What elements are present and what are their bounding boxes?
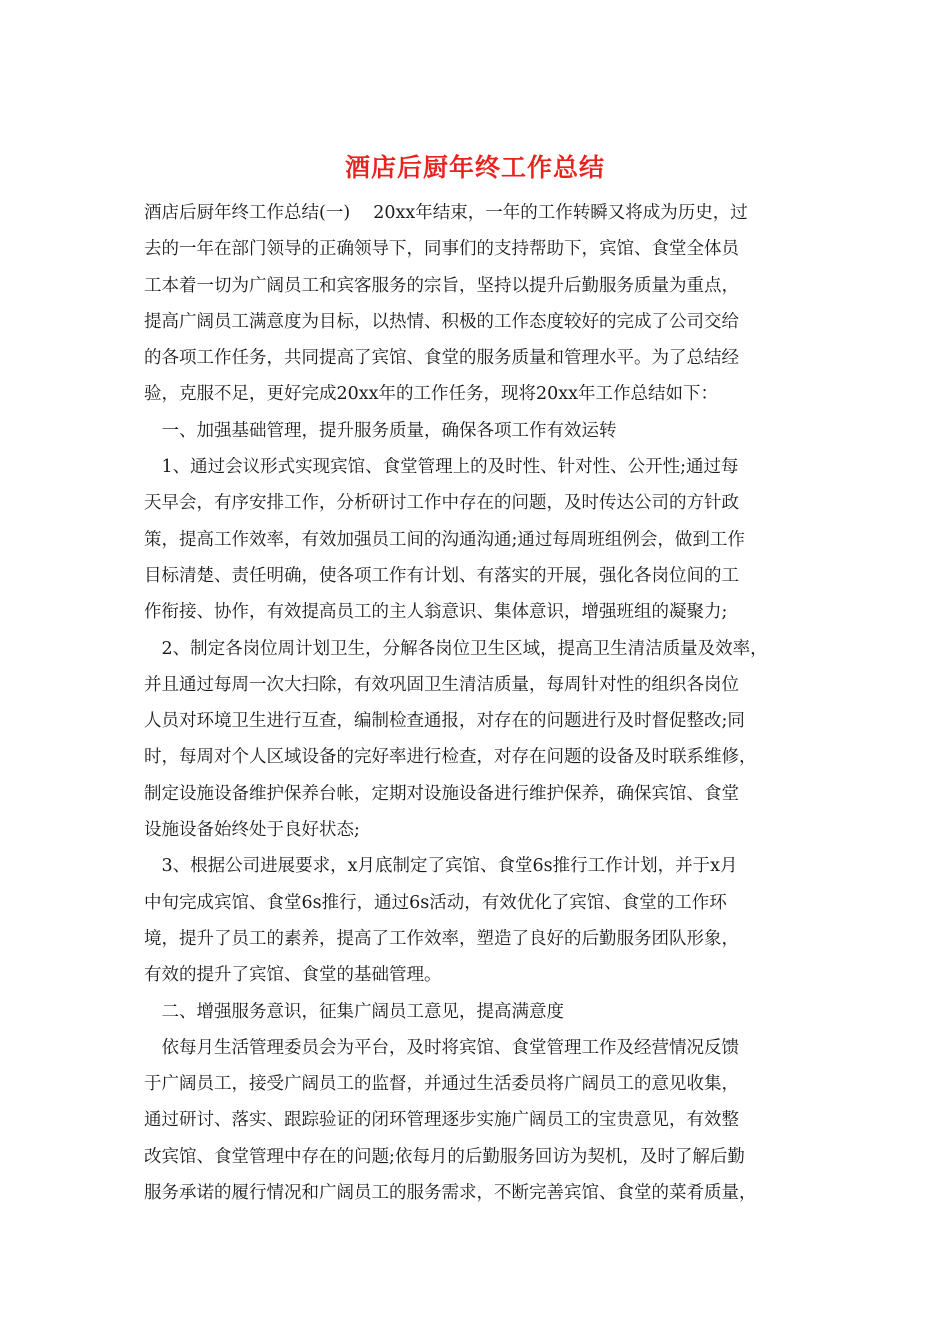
text-line: 并且通过每周一次大扫除，有效巩固卫生清洁质量，每周针对性的组织各岗位 — [144, 674, 739, 695]
text-line: 提高广阔员工满意度为目标，以热情、积极的工作态度较好的完成了公司交给 — [144, 311, 739, 332]
text-line: 作衔接、协作，有效提高员工的主人翁意识、集体意识，增强班组的凝聚力; — [144, 602, 728, 623]
text-line: 1、通过会议形式实现宾馆、食堂管理上的及时性、针对性、公开性;通过每 — [144, 457, 739, 478]
text-line: 人员对环境卫生进行互查，编制检查通报，对存在的问题进行及时督促整改;同 — [144, 711, 745, 732]
text-line: 于广阔员工，接受广阔员工的监督，并通过生活委员将广阔员工的意见收集， — [144, 1074, 739, 1095]
text-line: 策，提高工作效率，有效加强员工间的沟通沟通;通过每周班组例会，做到工作 — [144, 529, 745, 550]
text-line: 工本着一切为广阔员工和宾客服务的宗旨，坚持以提升后勤服务质量为重点， — [144, 275, 739, 296]
text-line: 去的一年在部门领导的正确领导下，同事们的支持帮助下，宾馆、食堂全体员 — [144, 239, 739, 260]
text-line: 通过研讨、落实、跟踪验证的闭环管理逐步实施广阔员工的宝贵意见，有效整 — [144, 1110, 739, 1131]
text-line: 二、增强服务意识，征集广阔员工意见，提高满意度 — [144, 1001, 564, 1022]
text-line: 中旬完成宾馆、食堂6s推行，通过6s活动，有效优化了宾馆、食堂的工作环 — [144, 892, 727, 913]
text-line: 境，提升了员工的素养，提高了工作效率，塑造了良好的后勤服务团队形象， — [144, 928, 739, 949]
text-line: 3、根据公司进展要求，x月底制定了宾馆、食堂6s推行工作计划，并于x月 — [144, 856, 738, 877]
text-line: 天早会，有序安排工作，分析研讨工作中存在的问题，及时传达公司的方针政 — [144, 493, 739, 514]
text-line: 依每月生活管理委员会为平台，及时将宾馆、食堂管理工作及经营情况反馈 — [144, 1037, 739, 1058]
text-line: 设施设备始终处于良好状态; — [144, 820, 360, 841]
text-line: 的各项工作任务，共同提高了宾馆、食堂的服务质量和管理水平。为了总结经 — [144, 348, 739, 369]
text-line: 一、加强基础管理，提升服务质量，确保各项工作有效运转 — [144, 420, 617, 441]
text-line: 制定设施设备维护保养台帐，定期对设施设备进行维护保养，确保宾馆、食堂 — [144, 783, 739, 804]
document-title: 酒店后厨年终工作总结 — [344, 153, 605, 182]
document-body — [144, 195, 824, 1211]
text-line: 目标清楚、责任明确，使各项工作有计划、有落实的开展，强化各岗位间的工 — [144, 565, 739, 586]
text-line: 服务承诺的履行情况和广阔员工的服务需求，不断完善宾馆、食堂的菜肴质量， — [144, 1183, 757, 1204]
text-line: 验，克服不足，更好完成20xx年的工作任务，现将20xx年工作总结如下： — [144, 384, 719, 405]
text-line: 有效的提升了宾馆、食堂的基础管理。 — [144, 965, 442, 986]
text-line: 酒店后厨年终工作总结(一) 20xx年结束，一年的工作转瞬又将成为历史，过 — [144, 203, 748, 223]
text-line: 2、制定各岗位周计划卫生，分解各岗位卫生区域，提高卫生清洁质量及效率， — [144, 638, 768, 659]
text-line: 时，每周对个人区域设备的完好率进行检查，对存在问题的设备及时联系维修， — [144, 747, 757, 768]
text-line: 改宾馆、食堂管理中存在的问题;依每月的后勤服务回访为契机，及时了解后勤 — [144, 1146, 745, 1167]
